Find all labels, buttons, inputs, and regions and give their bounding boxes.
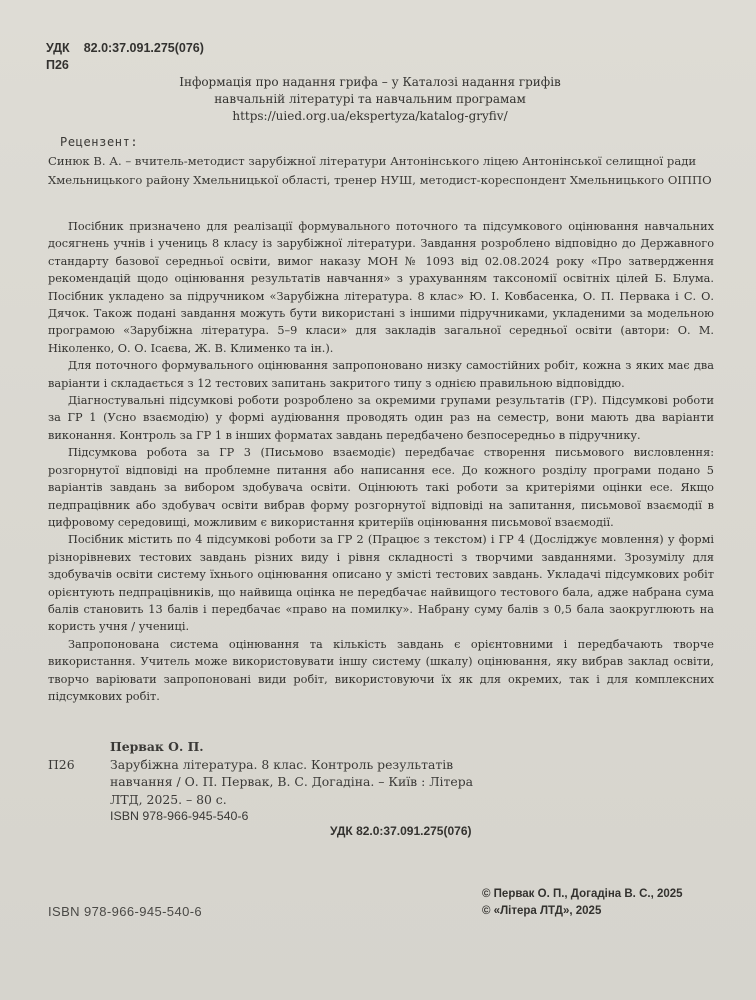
catalog-code: П26 [48, 757, 75, 772]
footer-isbn: ISBN 978-966-945-540-6 [48, 904, 203, 919]
annotation-paragraph-5: Посібник містить по 4 підсумкові роботи за ГР 2 (Працює з текстом) і ГР 4 (Досліджує мовлення) у формі різнорівневих тестових завдань різних виду і рівня складності з творчими завданнями. Зрозумілу для здобувачів освіти систему їхнього оцінювання описано у змісті тестових завдань. Укладачі підсумкових робіт орієнтують педпрацівників, що найвища оцінка не передбачає найвищого тестового бала, адже набрана сума балів становить 13 балів і передбачає «право на помилку». Набрану суму балів з 0,5 бала заокруглюють на користь учня / учениці. [48, 533, 714, 634]
reviewer-label: Рецензент: [60, 135, 139, 149]
annotation [48, 218, 714, 705]
catalog-udk: УДК 82.0:37.091.275(076) [330, 824, 472, 838]
catalog-card [48, 738, 498, 826]
grif-url: https://uied.org.ua/ekspertyza/katalog-gryfiv/ [232, 109, 508, 123]
annotation-paragraph-6: Запропонована система оцінювання та кількість завдань є орієнтовними і передбачають творче використання. Учитель може використовувати іншу систему (шкалу) оцінювання, яку вибрав заклад освіти, творчо варіювати запропоновані види робіт, використовуючи їх як для окремих, так і для комплексних підсумкових робіт. [48, 637, 714, 703]
reviewer-block [48, 134, 714, 190]
catalog-author: Первак О. П. [110, 739, 204, 754]
copyright-publisher: © «Літера ЛТД», 2025 [482, 905, 602, 917]
copyright-authors: © Первак О. П., Догадіна В. С., 2025 [482, 888, 683, 900]
reviewer-text: Синюк В. А. – вчитель-методист зарубіжної літератури Антонінського ліцею Антонінської селищної ради Хмельницького району Хмельницької області, тренер НУШ, методист-кореспондент Хмельницького ОІППО [48, 154, 712, 187]
grif-info [120, 74, 620, 125]
grif-line-2: навчальній літературі та навчальним програмам [214, 92, 526, 106]
catalog-description: Зарубіжна література. 8 клас. Контроль результатів навчання / О. П. Первак, В. С. Догадіна. – Київ : Літера ЛТД, 2025. – 80 с. [110, 756, 474, 807]
classification-header [46, 40, 204, 74]
catalog-isbn: ISBN 978-966-945-540-6 [110, 809, 249, 823]
annotation-paragraph-2: Для поточного формувального оцінювання запропоновано низку самостійних робіт, кожна з яких має два варіанти і складається з 12 тестових запитань закритого типу з однією правильною відповіддю. [48, 359, 714, 390]
copyright-block [482, 886, 683, 920]
annotation-paragraph-4: Підсумкова робота за ГР 3 (Письмово взаємодіє) передбачає створення письмового висловлення: розгорнутої відповіді на проблемне питання або написання есе. До кожного розділу програми подано 5 варіантів завдань за вибором здобувача освіти. Оцінюють такі роботи за критеріями оцінки есе. Якщо педпрацівник або здобувач освіти вибрав форму розгорнутої відповіді на запитання, письмової взаємодії в цифровому середовищі, можливим є використання критеріїв оцінювання письмової взаємодії. [48, 446, 714, 529]
grif-line-1: Інформація про надання грифа – у Каталозі надання грифів [179, 75, 561, 89]
annotation-paragraph-3: Діагностувальні підсумкові роботи розроблено за окремими групами результатів (ГР). Підсумкові роботи за ГР 1 (Усно взаємодію) у формі аудіювання проводять один раз на семестр, вони мають два варіанти виконання. Контроль за ГР 1 в інших форматах завдань передбачено безпосередньо в підручнику. [48, 394, 714, 442]
bbk-code: П26 [46, 58, 69, 72]
annotation-paragraph-1: Посібник призначено для реалізації формувального поточного та підсумкового оцінювання навчальних досягнень учнів і учениць 8 класу із зарубіжної літератури. Завдання розроблено відповідно до Державного стандарту базової середньої освіти, вимог наказу МОН № 1093 від 02.08.2024 року «Про затвердження рекомендацій щодо оцінювання результатів навчання» з урахуванням таксономії освітніх цілей Б. Блума. Посібник укладено за підручником «Зарубіжна література. 8 клас» Ю. І. Ковбасенка, О. П. Первака і С. О. Дячок. Також подані завдання можуть бути використані з іншими підручниками, укладеними за модельною програмою «Зарубіжна література. 5–9 класи» для закладів загальної середньої освіти (автори: О. М. Ніколенко, О. О. Ісаєва, Ж. В. Клименко та ін.). [48, 220, 714, 355]
udk-label: УДК [46, 41, 70, 55]
udk-code: 82.0:37.091.275(076) [83, 41, 204, 55]
